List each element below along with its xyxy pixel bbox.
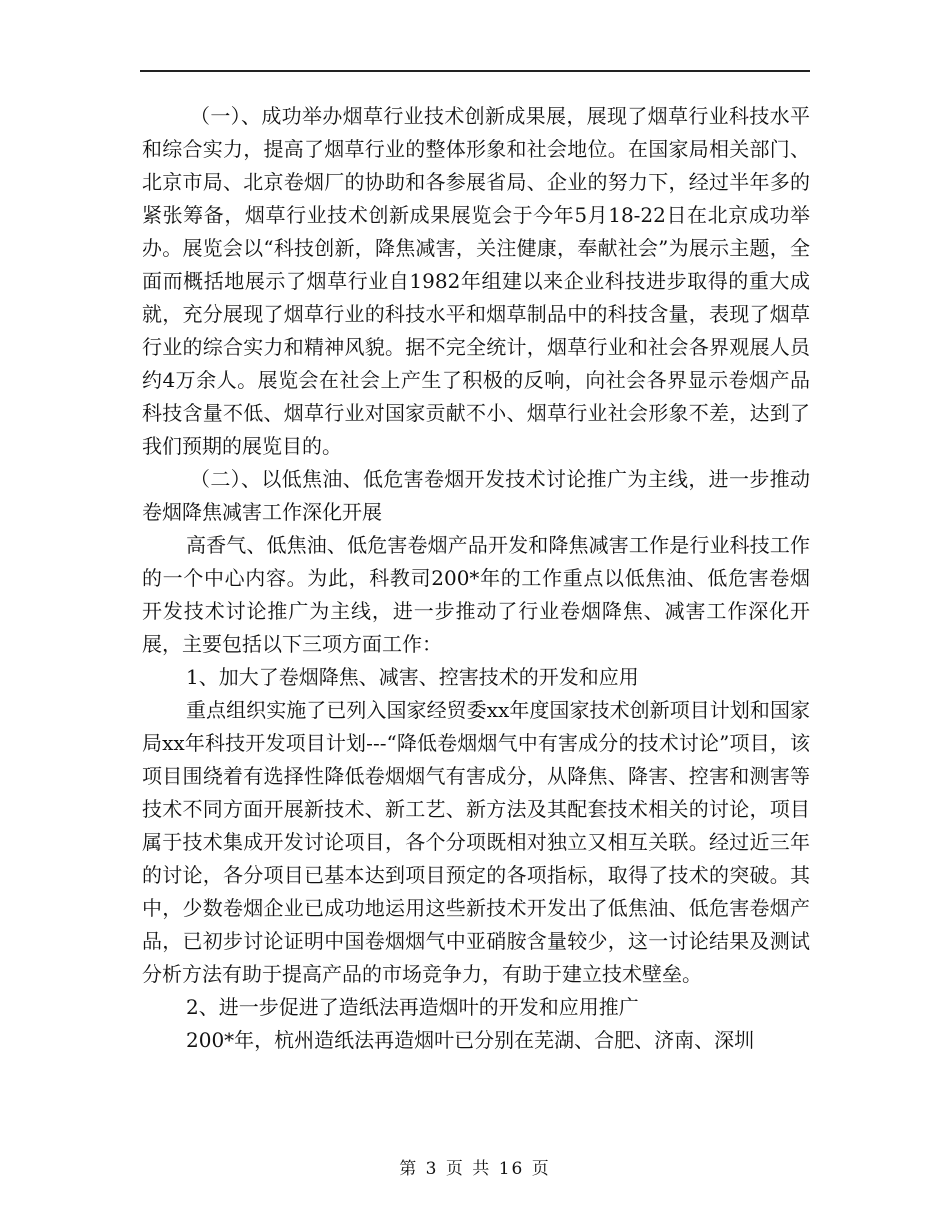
paragraph-exhibition: （一）、成功举办烟草行业技术创新成果展，展现了烟草行业科技水平和综合实力，提高了烟草行业的整体形象和社会地位。在国家局相关部门、北京市局、北京卷烟厂的协助和各参展省局、企业的努力下，经过半年多的紧张筹备，烟草行业技术创新成果展览会于今年5月18-22日在北京成功举办。展览会以“科技创新，降焦减害，关注健康，奉献社会”为展示主题，全面而概括地展示了烟草行业自1982年组建以来企业科技进步取得的重大成就，充分展现了烟草行业的科技水平和烟草制品中的科技含量，表现了烟草行业的综合实力和精神风貌。据不完全统计，烟草行业和社会各界观展人员约4万余人。展览会在社会上产生了积极的反响，向社会各界显示卷烟产品科技含量不低、烟草行业对国家贡献不小、烟草行业社会形象不差，达到了我们预期的展览目的。 (142, 104, 810, 458)
paragraph-item-two-heading: 2、进一步促进了造纸法再造烟叶的开发和应用推广 (186, 995, 639, 1019)
paragraph-item-two-body: 200*年，杭州造纸法再造烟叶已分别在芜湖、合肥、济南、深圳 (186, 1028, 755, 1052)
paragraph-item-one-heading: 1、加大了卷烟降焦、减害、控害技术的开发和应用 (186, 665, 639, 689)
paragraph-section-two-heading: （二）、以低焦油、低危害卷烟开发技术讨论推广为主线，进一步推动卷烟降焦减害工作深化开展 (142, 467, 810, 524)
paragraph-low-tar-overview: 高香气、低焦油、低危害卷烟产品开发和降焦减害工作是行业科技工作的一个中心内容。为此，科教司200*年的工作重点以低焦油、低危害卷烟开发技术讨论推广为主线，进一步推动了行业卷烟降焦、减害工作深化开展，主要包括以下三项方面工作： (142, 533, 810, 656)
document-body (142, 100, 810, 1057)
paragraph-item-one-body: 重点组织实施了已列入国家经贸委xx年度国家技术创新项目计划和国家局xx年科技开发项目计划---“降低卷烟烟气中有害成分的技术讨论”项目，该项目围绕着有选择性降低卷烟烟气有害成分，从降焦、降害、控害和测害等技术不同方面开展新技术、新工艺、新方法及其配套技术相关的讨论，项目属于技术集成开发讨论项目，各个分项既相对独立又相互关联。经过近三年的讨论，各分项目已基本达到项目预定的各项指标，取得了技术的突破。其中，少数卷烟企业已成功地运用这些新技术开发出了低焦油、低危害卷烟产品，已初步讨论证明中国卷烟烟气中亚硝胺含量较少，这一讨论结果及测试分析方法有助于提高产品的市场竞争力，有助于建立技术壁垒。 (142, 698, 810, 986)
page-number-footer: 第 3 页 共 16 页 (399, 1159, 551, 1179)
header-rule (140, 70, 810, 72)
